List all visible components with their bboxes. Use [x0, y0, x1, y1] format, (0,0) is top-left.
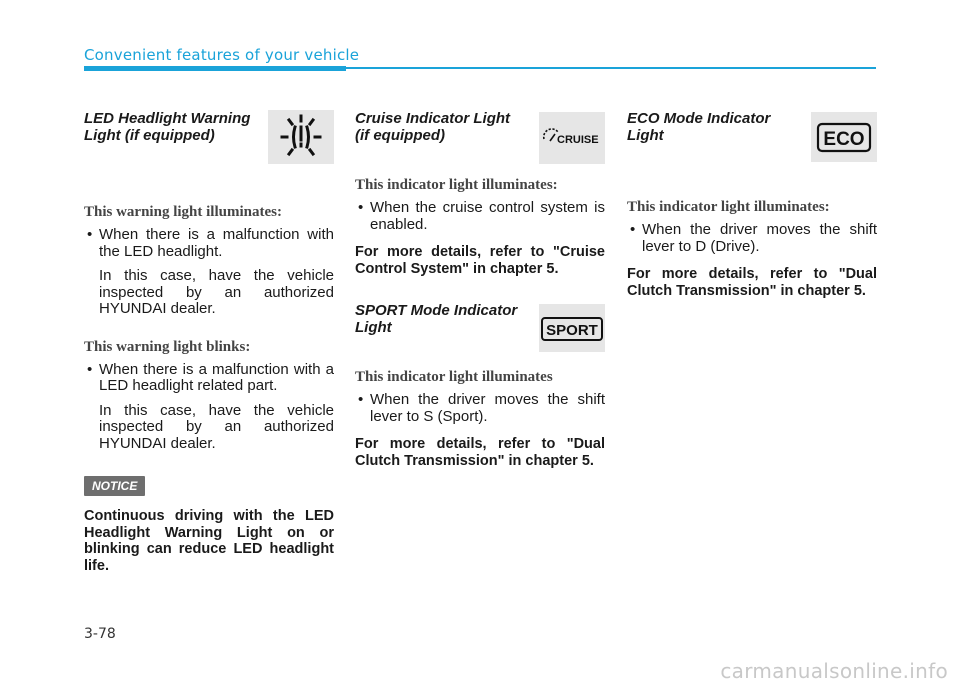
led-subhead-blinks: This warning light blinks:: [84, 338, 251, 355]
cruise-icon-text: CRUISE: [557, 134, 599, 146]
section-header-title: Convenient features of your vehicle: [84, 46, 360, 64]
header-accent-bar: [84, 66, 346, 71]
eco-reference: For more details, refer to "Dual Clutch Transmission" in chapter 5.: [627, 266, 877, 299]
header-rule: [346, 67, 876, 69]
sport-subhead: This indicator light illuminates: [355, 369, 553, 385]
eco-mode-icon: [811, 112, 877, 162]
led-subhead-illuminates: This warning light illuminates:: [84, 204, 282, 220]
led-headlight-title: LED Headlight Warning Light (if equipped): [84, 110, 251, 144]
led-headlight-warning-icon: [268, 110, 334, 164]
eco-icon-text: ECO: [823, 129, 865, 150]
cruise-subhead: This indicator light illuminates:: [355, 177, 558, 193]
cruise-reference: For more details, refer to "Cruise Control System" in chapter 5.: [355, 244, 605, 277]
eco-bullet: • When the driver moves the shift lever to D (Drive).: [627, 222, 877, 255]
led-para-inspect-2: In this case, have the vehicle inspected by an authorized HYUNDAI dealer.: [99, 401, 334, 452]
sport-bullet: • When the driver moves the shift lever to S (Sport).: [355, 392, 605, 425]
led-bullet-part-malfunction: • When there is a malfunction with a LED headlight related part.: [84, 362, 334, 395]
page-number: 3-78: [84, 626, 116, 642]
sport-title: SPORT Mode Indicator Light: [355, 302, 518, 336]
notice-badge: NOTICE: [84, 476, 145, 496]
eco-section: [627, 110, 877, 299]
led-para-inspect-1: In this case, have the vehicle inspected by an authorized HYUNDAI dealer.: [99, 267, 334, 317]
sport-mode-icon: [539, 304, 605, 352]
cruise-title: Cruise Indicator Light (if equipped): [355, 110, 511, 144]
sport-reference: For more details, refer to "Dual Clutch Transmission" in chapter 5.: [355, 436, 605, 469]
led-headlight-section: [84, 110, 334, 574]
eco-subhead: This indicator light illuminates:: [627, 199, 830, 215]
cruise-bullet: • When the cruise control system is enabled.: [355, 200, 605, 233]
eco-title: ECO Mode Indicator Light: [627, 110, 771, 144]
led-bullet-malfunction: • When there is a malfunction with the LED headlight.: [84, 227, 334, 260]
cruise-indicator-icon: [539, 112, 605, 164]
cruise-sport-section: [355, 110, 605, 469]
watermark: carmanualsonline.info: [720, 659, 948, 683]
sport-icon-text: SPORT: [546, 322, 598, 339]
notice-text: Continuous driving with the LED Headlight Warning Light on or blinking can reduce LED headlight life.: [84, 508, 334, 574]
